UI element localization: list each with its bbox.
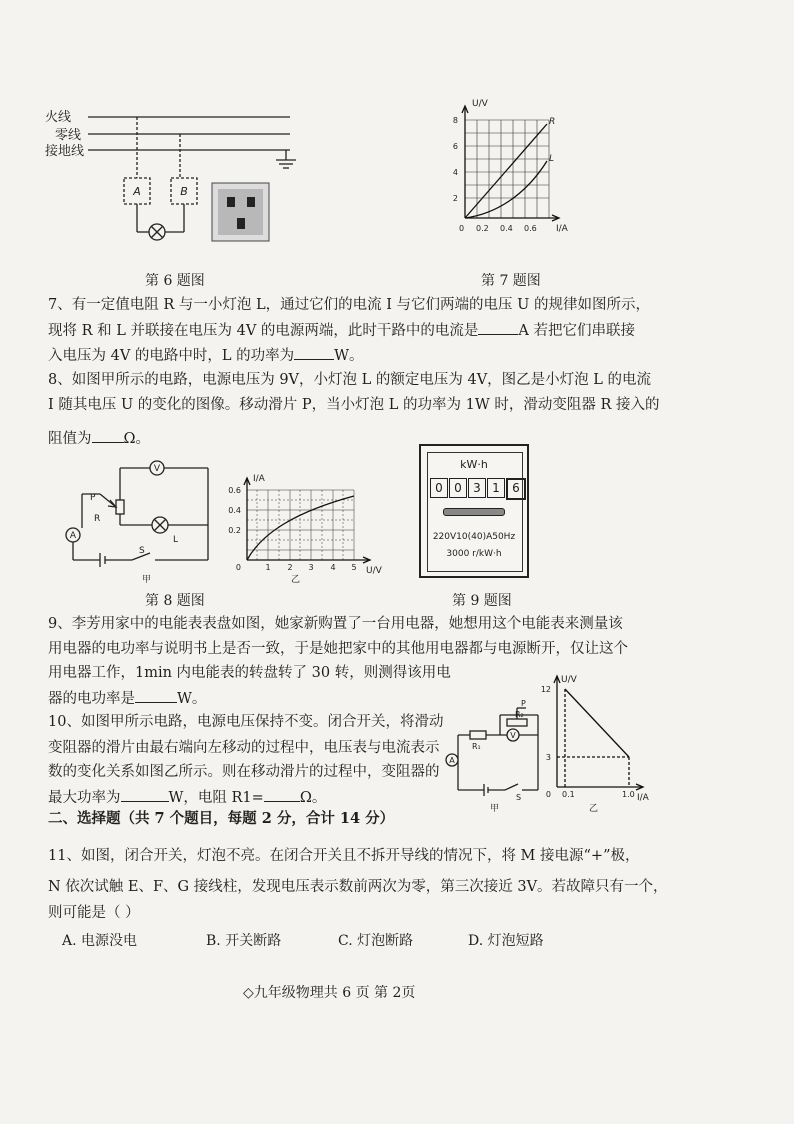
fig7-curve-r-label: R: [549, 117, 556, 127]
q11-line3: 则可能是（ ）: [48, 905, 140, 921]
neutral-wire-label: 零线: [55, 128, 82, 143]
q10-line1: 10、如图甲所示电路，电源电压保持不变。闭合开关，将滑动: [48, 714, 444, 730]
fig7-caption: 第 7 题图: [481, 273, 541, 289]
fig10-y-axis: U/V: [561, 675, 577, 685]
meter-digit: 3: [468, 478, 486, 498]
q10-line2: 变阻器的滑片由最右端向左移动的过程中，电压表与电流表示: [48, 740, 440, 756]
q9-line1: 9、李芳用家中的电能表表盘如图，她家新购置了一台用电器，她想用这个电能表来测量该: [48, 616, 623, 632]
q9-line2: 用电器的电功率与说明书上是否一致，于是她把家中的其他用电器都与电源断开，仅让这个: [48, 641, 628, 657]
q7-line3-text-end: W。: [334, 348, 364, 364]
fig10-xtick: 0: [545, 790, 551, 799]
fig10-yi-label: 乙: [589, 804, 599, 814]
q7-line3-text: 入电压为 4V 的电路中时，L 的功率为: [48, 348, 295, 364]
meter-digit: 0: [430, 478, 448, 498]
fig8-jia-label: 甲: [142, 575, 152, 585]
fig10-ytick: 12: [540, 685, 551, 694]
fig10-ammeter-label: A: [449, 756, 455, 765]
fig8-x-axis: U/V: [366, 566, 382, 576]
q11-option-a[interactable]: A. 电源没电: [62, 933, 138, 949]
q11-line2: N 依次试触 E、F、G 接线柱，发现电压表示数前两次为零，第三次接近 3V。若故障只有一个，: [48, 879, 668, 895]
live-wire-label: 火线: [45, 110, 72, 125]
q7-line1: 7、有一定值电阻 R 与一小灯泡 L，通过它们的电流 I 与它们两端的电压 U 的规律如图所示，: [48, 297, 650, 313]
q10-line4-text-mid: W，电阻 R1=: [168, 790, 264, 806]
fig8-xtick: 1: [265, 563, 271, 572]
fig7-curve-l-label: L: [549, 154, 555, 164]
fig8-yi-label: 乙: [291, 575, 301, 585]
fig7-xtick: 0.6: [524, 224, 537, 233]
fig8-caption: 第 8 题图: [145, 593, 205, 609]
q7-line2-text-end: A 若把它们串联接: [518, 323, 635, 339]
fig7-x-axis: I/A: [556, 224, 568, 234]
fig8-xtick: 2: [287, 563, 293, 572]
q9-line4-text: 器的电功率是: [48, 691, 135, 707]
fig10-r1-label: R₁: [472, 742, 481, 751]
meter-spec-2: 3000 r/kW·h: [446, 549, 502, 559]
fig7-ytick: 2: [452, 194, 458, 203]
fig8-y-axis: I/A: [253, 474, 265, 484]
fig10-xtick: 1.0: [622, 790, 635, 799]
q8-line3-text: 阻值为: [48, 431, 92, 447]
q10-line3: 数的变化关系如图乙所示。则在移动滑片的过程中，变阻器的: [48, 764, 440, 780]
meter-digit: 6: [506, 478, 526, 500]
page-footer: ◇九年级物理共 6 页 第 2页: [243, 985, 416, 1001]
meter-digit: 0: [449, 478, 467, 498]
fig7-xtick: 0.2: [476, 224, 489, 233]
q9-line3: 用电器工作，1min 内电能表的转盘转了 30 转，则测得该用电: [48, 665, 451, 681]
fig10-jia-label: 甲: [490, 804, 500, 814]
fig8-switch-label: S: [139, 546, 145, 556]
fig7-y-axis: U/V: [472, 99, 488, 109]
q8-line2: I 随其电压 U 的变化的图像。移动滑片 P，当小灯泡 L 的功率为 1W 时，滑动变阻器 R 接入的: [48, 397, 660, 413]
fig10-ytick: 3: [545, 753, 551, 762]
fig10-switch-label: S: [516, 793, 522, 802]
fig10-slider-label: P: [521, 699, 526, 708]
fig8-xtick: 3: [308, 563, 314, 572]
section-2-heading: 二、选择题（共 7 个题目，每题 2 分，合计 14 分）: [48, 810, 395, 827]
fig10-r2-label: R₂: [515, 710, 524, 719]
q9-line4-text-end: W。: [177, 691, 207, 707]
q10-line4-text-end: Ω。: [299, 790, 327, 806]
box-a-label: A: [133, 185, 141, 198]
fig8-xtick: 4: [330, 563, 336, 572]
ground-wire-label: 接地线: [45, 144, 85, 159]
fig8-slider-label: P: [90, 493, 96, 503]
fig7-ytick: 6: [452, 142, 458, 151]
q10-line4-text: 最大功率为: [48, 790, 121, 806]
fig8-lamp-label: L: [173, 535, 179, 545]
fig8-ytick: 0.2: [228, 526, 241, 535]
box-b-label: B: [180, 185, 188, 198]
fig8-ammeter-label: A: [69, 531, 77, 541]
q7-line2-text: 现将 R 和 L 并联接在电压为 4V 的电源两端，此时干路中的电流是: [48, 323, 479, 339]
meter-unit: kW·h: [460, 458, 488, 471]
fig7-ytick: 4: [452, 168, 458, 177]
q8-line1: 8、如图甲所示的电路，电源电压为 9V，小灯泡 L 的额定电压为 4V，图乙是小灯泡 L 的电流: [48, 372, 652, 388]
q11-option-d[interactable]: D. 灯泡短路: [468, 933, 544, 949]
fig8-ytick: 0.4: [228, 506, 241, 515]
fig9-caption: 第 9 题图: [452, 593, 512, 609]
fig8-resistor-label: R: [94, 514, 101, 524]
q8-line3-text-end: Ω。: [123, 431, 151, 447]
fig7-xtick: 0.4: [500, 224, 513, 233]
fig7-xtick: 0: [459, 224, 465, 233]
fig10-xtick: 0.1: [562, 790, 575, 799]
meter-digit: 1: [487, 478, 505, 498]
fig10-voltmeter-label: V: [510, 731, 516, 740]
fig8-xtick: 0: [235, 563, 241, 572]
fig7-ytick: 8: [452, 116, 458, 125]
fig8-ytick: 0.6: [228, 486, 241, 495]
meter-spec-1: 220V10(40)A50Hz: [432, 532, 516, 542]
fig10-x-axis: I/A: [637, 793, 649, 803]
q11-option-c[interactable]: C. 灯泡断路: [338, 933, 414, 949]
fig8-xtick: 5: [351, 563, 357, 572]
q11-line1: 11、如图，闭合开关，灯泡不亮。在闭合开关且不拆开导线的情况下，将 M 接电源“+”极，: [48, 848, 640, 864]
q11-option-b[interactable]: B. 开关断路: [206, 933, 282, 949]
fig6-caption: 第 6 题图: [145, 273, 205, 289]
fig8-voltmeter-label: V: [153, 464, 161, 474]
